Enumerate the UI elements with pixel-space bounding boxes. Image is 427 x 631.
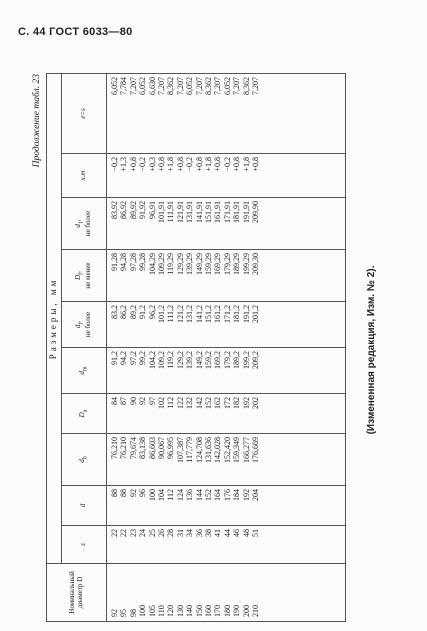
column-xm <box>107 154 346 198</box>
revision-note: (Измененная редакция, Изм. № 2). <box>366 265 377 435</box>
rotated-table-area <box>30 70 412 630</box>
table-cell: 102 <box>157 397 167 409</box>
table-cell: 104 <box>157 489 167 501</box>
column-d <box>107 486 346 526</box>
table-cell: 8,362 <box>204 77 214 95</box>
table-cell: 141,91 <box>194 201 204 223</box>
table-cell: −0,2 <box>138 157 148 172</box>
header-df: $d_f$, не более <box>62 302 107 348</box>
table-cell: 86,603 <box>147 437 157 459</box>
table-cell: 83,2 <box>110 305 119 319</box>
table-cell: −0,2 <box>185 157 195 172</box>
table-cell: 166,277 <box>241 437 251 463</box>
table-cell: 6,052 <box>185 77 195 95</box>
table-cell: 7,207 <box>232 77 242 95</box>
table-cell: 192 <box>241 489 251 501</box>
table-cell: 121,2 <box>175 305 185 323</box>
table-cell: 88 <box>119 489 129 497</box>
table-cell: 132 <box>185 397 195 409</box>
table-cell: 94,2 <box>119 351 129 365</box>
table-cell: +0,8 <box>213 157 223 172</box>
table-cell: 99,2 <box>138 351 148 365</box>
table-cell: 200 <box>241 605 251 617</box>
table-cell: 189,29 <box>232 253 242 275</box>
table-cell: 124 <box>175 489 185 501</box>
table-cell: 44 <box>222 529 232 537</box>
table-cell: 41 <box>213 529 223 537</box>
table-cell: 111,2 <box>166 305 176 323</box>
table-cell: 131,636 <box>204 437 214 463</box>
table-cell: 91,2 <box>110 351 119 365</box>
table-cell: 99,28 <box>138 253 148 271</box>
table-cell: 181,91 <box>232 201 242 223</box>
table-cell: 152 <box>204 489 214 501</box>
table-cell: 92 <box>138 397 148 405</box>
table-cell: 140 <box>185 605 195 617</box>
table-cell: 6,052 <box>110 77 119 95</box>
table-cell: 89,92 <box>128 201 138 219</box>
table-cell: 105 <box>147 605 157 617</box>
column-e <box>107 74 346 154</box>
table-cell: +0,8 <box>232 157 242 172</box>
table-cell: 204 <box>251 489 261 501</box>
table-cell: 179,2 <box>222 351 232 369</box>
table-cell: 94,28 <box>119 253 129 271</box>
table-cell: 119,29 <box>166 253 176 275</box>
table-cell: 104,2 <box>147 351 157 369</box>
table-cell: 159,349 <box>232 437 242 463</box>
column-df <box>107 302 346 348</box>
header-z: z <box>62 526 107 564</box>
table-cell: 83,138 <box>138 437 148 459</box>
table-cell: 109,2 <box>157 351 167 369</box>
table-body-row <box>107 74 346 622</box>
table-cell: 169,2 <box>213 351 223 369</box>
table-cell: 164 <box>213 489 223 501</box>
table-cell: 96,91 <box>147 201 157 219</box>
header-xm: x.m <box>62 154 107 198</box>
table-cell: 101,91 <box>157 201 167 223</box>
table-cell: 112 <box>166 489 176 501</box>
table-continuation-label: Продолжение табл. 23 <box>32 74 42 168</box>
table-cell: 28 <box>166 529 176 537</box>
table-cell: 124,708 <box>194 437 204 463</box>
table-cell: 199,2 <box>241 351 251 369</box>
table-cell: 142 <box>194 397 204 409</box>
table-cell: 176,669 <box>251 437 261 463</box>
header-group-dimensions: Размеры, мм <box>47 74 62 564</box>
table-cell: 87 <box>119 397 129 405</box>
table-cell: 117,779 <box>185 437 195 463</box>
table-cell: 84 <box>110 397 119 405</box>
table-cell: 122 <box>175 397 185 409</box>
table-cell: 100 <box>147 489 157 501</box>
table-cell: 7,207 <box>128 77 138 95</box>
table-cell: 142,028 <box>213 437 223 463</box>
table-cell: +1,8 <box>166 157 176 172</box>
table-cell: 51 <box>251 529 261 537</box>
header-e: e=s <box>62 74 107 154</box>
table-cell: 189,2 <box>232 351 242 369</box>
table-cell: 131,91 <box>185 201 195 223</box>
table-cell: 97,28 <box>128 253 138 271</box>
table-cell: 171,91 <box>222 201 232 223</box>
table-cell: 209,30 <box>251 253 261 275</box>
column-dm <box>107 348 346 394</box>
table-cell: 98 <box>128 609 138 617</box>
header-da: $D_a$ <box>62 394 107 434</box>
table-cell: 152,420 <box>222 437 232 463</box>
column-nominal-diameter <box>107 564 346 622</box>
table-cell: 139,2 <box>185 351 195 369</box>
table-cell: −0,2 <box>222 157 232 172</box>
table-cell: 139,29 <box>185 253 195 275</box>
header-db: $d_b$ <box>62 434 107 486</box>
table-cell: 144 <box>194 489 204 501</box>
table-cell: 90,067 <box>157 437 167 459</box>
column-da <box>107 394 346 434</box>
table-cell: 90 <box>128 397 138 405</box>
table-cell: 199,29 <box>241 253 251 275</box>
table-cell: 7,207 <box>175 77 185 95</box>
table-cell: 121,91 <box>175 201 185 223</box>
table-cell: 179,29 <box>222 253 232 275</box>
table-cell: 6,630 <box>147 77 157 95</box>
table-cell: 191,2 <box>241 305 251 323</box>
table-cell: 190 <box>232 605 242 617</box>
table-cell: 181,2 <box>232 305 242 323</box>
table-cell: 96 <box>138 489 148 497</box>
table-cell: +0,8 <box>175 157 185 172</box>
table-cell: +1,3 <box>119 157 129 172</box>
table-cell: 161,91 <box>213 201 223 223</box>
table-cell: 91,92 <box>138 201 148 219</box>
table-cell: 129,2 <box>175 351 185 369</box>
table-cell: 92 <box>110 609 119 617</box>
table-cell: 96,995 <box>166 437 176 459</box>
table-cell: 170 <box>213 605 223 617</box>
table-cell: 151,2 <box>204 305 214 323</box>
table-cell: 149,29 <box>194 253 204 275</box>
column-d1 <box>107 198 346 250</box>
table-cell: 202 <box>251 397 261 409</box>
table-cell: 201,2 <box>251 305 261 323</box>
table-cell: +0,8 <box>194 157 204 172</box>
table-cell: 36 <box>194 529 204 537</box>
table-cell: +0,8 <box>251 157 261 172</box>
table-cell: 120 <box>166 605 176 617</box>
table-cell: 192 <box>241 397 251 409</box>
table-cell: 25 <box>147 529 157 537</box>
table-cell: 7,207 <box>194 77 204 95</box>
column-z <box>107 526 346 564</box>
table-cell: 182 <box>232 397 242 409</box>
table-cell: 8,362 <box>241 77 251 95</box>
dimensions-table <box>46 73 346 622</box>
header-d: d <box>62 486 107 526</box>
table-cell: 160 <box>204 605 214 617</box>
table-cell: 79,674 <box>128 437 138 459</box>
table-cell: 176 <box>222 489 232 501</box>
table-cell: 8,362 <box>166 77 176 95</box>
table-cell: 209,90 <box>251 201 261 223</box>
table-cell: 76,210 <box>110 437 119 459</box>
table-cell: 131,2 <box>185 305 195 323</box>
table-cell: 107,387 <box>175 437 185 463</box>
table-cell: 172 <box>222 397 232 409</box>
column-db <box>107 434 346 486</box>
table-cell: 109,29 <box>157 253 167 275</box>
table-cell: 149,2 <box>194 351 204 369</box>
table-cell: 100 <box>138 605 148 617</box>
table-cell: +0,8 <box>128 157 138 172</box>
page-header: С. 44 ГОСТ 6033—80 <box>18 26 133 38</box>
table-cell: 104,29 <box>147 253 157 275</box>
table-cell: 31 <box>175 529 185 537</box>
table-cell: 91,28 <box>110 253 119 271</box>
table-cell: 22 <box>110 529 119 537</box>
table-cell: 141,2 <box>194 305 204 323</box>
table-cell: 210 <box>251 605 261 617</box>
table-cell: 184 <box>232 489 242 501</box>
table-cell: 209,2 <box>251 351 261 369</box>
table-cell: 92 <box>128 489 138 497</box>
table-cell: 95 <box>119 609 129 617</box>
table-cell: 22 <box>119 529 129 537</box>
table-cell: 119,2 <box>166 351 176 369</box>
table-cell: 38 <box>204 529 214 537</box>
header-d1: $d_1$, не более <box>62 198 107 250</box>
table-cell: 96,2 <box>147 305 157 319</box>
table-cell: 97 <box>147 397 157 405</box>
table-cell: 89,2 <box>128 305 138 319</box>
table-cell: 24 <box>138 529 148 537</box>
table-cell: 136 <box>185 489 195 501</box>
table-cell: 191,91 <box>241 201 251 223</box>
table-cell: 111,91 <box>166 201 176 223</box>
table-cell: 7,207 <box>213 77 223 95</box>
table-cell: 101,2 <box>157 305 167 323</box>
table-cell: 48 <box>241 529 251 537</box>
table-cell: 150 <box>194 605 204 617</box>
table-cell: 162 <box>213 397 223 409</box>
table-cell: 34 <box>185 529 195 537</box>
table-cell: 112 <box>166 397 176 409</box>
table-cell: 130 <box>175 605 185 617</box>
table-cell: 23 <box>128 529 138 537</box>
table-cell: 76,210 <box>119 437 129 459</box>
table-cell: +0,3 <box>147 157 157 172</box>
table-cell: 86,92 <box>119 201 129 219</box>
table-cell: 7,784 <box>119 77 129 95</box>
table-cell: 171,2 <box>222 305 232 323</box>
table-cell: −0,2 <box>110 157 119 172</box>
table-cell: 159,2 <box>204 351 214 369</box>
table-cell: 6,052 <box>222 77 232 95</box>
table-cell: 159,29 <box>204 253 214 275</box>
table-cell: 7,207 <box>251 77 261 95</box>
table-cell: +0,8 <box>157 157 167 172</box>
table-cell: 86,2 <box>119 305 129 319</box>
table-cell: +1,8 <box>204 157 214 172</box>
table-cell: 151,91 <box>204 201 214 223</box>
table-cell: 161,2 <box>213 305 223 323</box>
table-cell: 88 <box>110 489 119 497</box>
table-cell: 180 <box>222 605 232 617</box>
table-cell: 129,29 <box>175 253 185 275</box>
header-dm: $d_m$ <box>62 348 107 394</box>
table-cell: 6,052 <box>138 77 148 95</box>
table-cell: 91,2 <box>138 305 148 319</box>
table-cell: 169,29 <box>213 253 223 275</box>
table-cell: 7,207 <box>157 77 167 95</box>
table-cell: 83,92 <box>110 201 119 219</box>
header-nominal-diameter: Номинальный диаметр D <box>47 564 107 622</box>
column-Df <box>107 250 346 302</box>
table-cell: 26 <box>157 529 167 537</box>
table-cell: 97,2 <box>128 351 138 365</box>
table-cell: 152 <box>204 397 214 409</box>
table-cell: 46 <box>232 529 242 537</box>
table-cell: 110 <box>157 605 167 617</box>
table-cell: +1,8 <box>241 157 251 172</box>
header-Df: $D_f$, не менее <box>62 250 107 302</box>
